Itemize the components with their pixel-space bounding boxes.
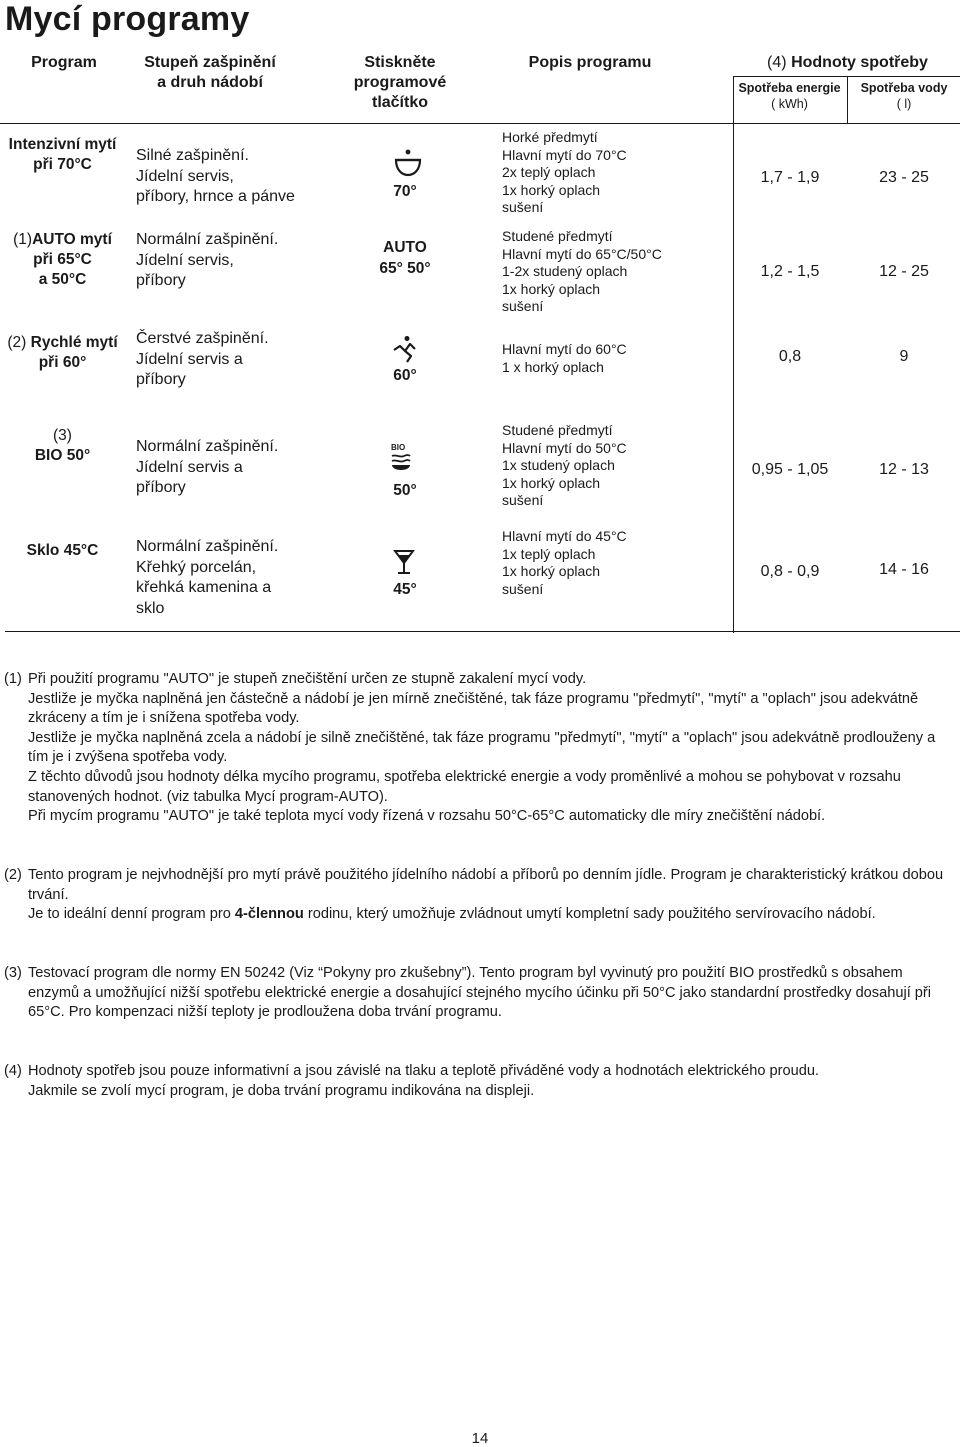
footnote-body: [28, 1062, 949, 1101]
header-button-line3: tlačítko: [371, 94, 428, 111]
footnote-paragraph: Tento program je nejvhodnější pro mytí právě použitého jídelního nádobí a příborů po denním jídle. Program je charakteristický krátkou dobou trvání.: [28, 867, 944, 903]
desc-line: 1x teplý oplach: [502, 545, 596, 562]
desc-line: Studené předmytí: [502, 422, 613, 438]
desc-line: 1x horký oplach: [502, 563, 601, 579]
desc-line: 1 x horký oplach: [502, 358, 604, 375]
header-energy-unit: ( kWh): [771, 97, 808, 111]
header-program: Program: [31, 54, 97, 71]
row5-water: 14 - 16: [879, 561, 929, 578]
footnote-text: rodinu, který umožňuje zvládnout umytí kompletní sady použitého servírovacího nádobí.: [303, 906, 876, 923]
row1-program-line2: při 70°C: [33, 156, 92, 173]
desc-line: 1-2x studený oplach: [502, 263, 628, 279]
row2-energy: 1,2 - 1,5: [760, 263, 820, 280]
row2-button-line1: AUTO: [383, 239, 427, 256]
row4-program-line2: BIO 50°: [34, 447, 91, 464]
footnote-paragraph: Testovací program dle normy EN 50242 (Viz “Pokyny pro zkušebny”). Tento program byl vyvinutý pro použití BIO prostředků s obsahem enzymů a umožňující nižší spotřebu elektrické energie a dosahující stejného mycího účinku při 50°C jako standardní prostředky dosahují při 65°C. Pro kompenzaci nižší teploty je prodloužena doba trvání programu.: [28, 965, 932, 1021]
footnote-paragraph: Při použití programu "AUTO" je stupeň znečištění určen ze stupně zakalení mycí vody.: [28, 671, 587, 687]
row2-program-line1: [0, 230, 125, 250]
header-energy-label: Spotřeba energie: [738, 81, 841, 95]
header-consumption-prefix: (4): [767, 54, 787, 71]
footnote-paragraph: Jestliže je myčka naplněná zcela a nádobí je silně znečištěné, tak fáze programu "předmytí", "mytí" a "oplach" jsou adekvátně prodlouženy a tím je i zvýšena spotřeba vody.: [28, 729, 936, 766]
row3-program-name: Rychlé mytí: [30, 334, 118, 351]
glass-icon: [393, 548, 415, 576]
row1-description: [502, 129, 727, 217]
footnote-body: [28, 964, 949, 1023]
row3-description: [502, 341, 727, 376]
header-water: [848, 80, 960, 112]
row3-program-line2: při 60°: [38, 354, 87, 371]
row5-soil: Normální zašpinění. Křehký porcelán, křehká kamenina a sklo: [136, 538, 279, 617]
desc-line: 1x studený oplach: [502, 457, 615, 473]
row1-energy: 1,7 - 1,9: [760, 169, 820, 186]
header-button-line2: programové: [353, 74, 447, 91]
footnote-number: (1): [4, 671, 22, 687]
header-water-label: Spotřeba vody: [860, 81, 948, 95]
row3-program-line1: [0, 333, 125, 353]
desc-line: sušení: [502, 492, 544, 508]
header-description: Popis programu: [528, 54, 652, 71]
row2-program-line3: a 50°C: [38, 271, 87, 288]
header-energy: [733, 80, 846, 112]
desc-line: 1x horký oplach: [502, 181, 601, 198]
row1-program-line1: Intenzivní mytí: [8, 136, 117, 153]
intensive-pot-icon: [392, 148, 424, 180]
row2-program-line2: při 65°C: [33, 251, 92, 268]
footnote-number: (4): [4, 1063, 22, 1079]
row3-energy: 0,8: [778, 348, 802, 365]
row4-water: 12 - 13: [879, 461, 929, 478]
row1-button-temp: 70°: [393, 183, 417, 200]
footnote-text: Je to ideální denní program pro: [28, 906, 235, 923]
row4-program: [0, 426, 125, 466]
row2-soil: Normální zašpinění. Jídelní servis, příbory: [136, 231, 279, 289]
header-consumption: [735, 53, 960, 73]
desc-line: 2x teplý oplach: [502, 164, 596, 180]
footnote-paragraph: Hodnoty spotřeb jsou pouze informativní a jsou závislé na tlaku a teplotě přiváděné vody a hodnotách elektrického proudu.: [28, 1063, 819, 1079]
header-soil-line1: Stupeň zašpinění: [144, 54, 276, 71]
footnote-paragraph: [28, 905, 949, 925]
row2-program-prefix: (1): [13, 231, 33, 248]
row2-program: [0, 230, 125, 290]
row4-energy: 0,95 - 1,05: [751, 461, 829, 478]
footnote-body: [28, 670, 949, 827]
row4-description: [502, 422, 727, 510]
footnote-paragraph: Při mycím programu "AUTO" je také teplota mycí vody řízená v rozsahu 50°C-65°C automaticky dle míry znečištění nádobí.: [28, 808, 826, 825]
table-bottom-rule: [5, 631, 960, 632]
header-water-unit: ( l): [896, 97, 912, 111]
desc-line: sušení: [502, 199, 544, 215]
page-number: 14: [471, 1430, 489, 1447]
footnote-paragraph: Z těchto důvodů jsou hodnoty délka mycího programu, spotřeba elektrické energie a vody proměnlivé a mohou se pohybovat v rozsahu stanovených hodnot. (viz tabulka Mycí program-AUTO).: [28, 768, 901, 805]
footnote-body: [28, 866, 949, 925]
row3-program-prefix: (2): [7, 334, 27, 351]
row5-program-line1: Sklo 45°C: [26, 542, 99, 559]
footnote-paragraph: Jestliže je myčka naplněná jen částečně a nádobí je jen mírně znečištěné, tak fáze programu "předmytí", "mytí" a "oplach" jsou adekvátně zkráceny a tím je i snížena spotřeba vody.: [28, 690, 919, 727]
row5-button-temp: 45°: [393, 581, 417, 598]
row4-program-line1: (3): [53, 427, 72, 444]
desc-line: Hlavní mytí do 65°C/50°C: [502, 245, 662, 262]
desc-line: 1x horký oplach: [502, 280, 601, 297]
header-soil-line2: a druh nádobí: [157, 74, 263, 91]
row3-soil: Čerstvé zašpinění. Jídelní servis a příbory: [136, 330, 269, 388]
desc-line: Hlavní mytí do 60°C: [502, 341, 627, 357]
row4-soil: Normální zašpinění. Jídelní servis a příbory: [136, 438, 279, 496]
row2-water: 12 - 25: [879, 263, 929, 280]
row2-button-auto: [365, 237, 445, 279]
row3-program: [0, 333, 125, 373]
row3-water: 9: [899, 348, 909, 365]
desc-line: Hlavní mytí do 50°C: [502, 439, 627, 456]
row1-water: 23 - 25: [879, 169, 929, 186]
header-soil: [130, 53, 290, 93]
desc-line: 1x horký oplach: [502, 474, 601, 491]
footnote-number: (3): [4, 965, 22, 981]
row3-button-temp: 60°: [393, 367, 417, 384]
row5-program: [0, 541, 125, 561]
header-button: [330, 53, 470, 113]
row5-energy: 0,8 - 0,9: [760, 563, 820, 580]
row1-program: [0, 135, 125, 175]
row4-button-temp: 50°: [393, 482, 417, 499]
footnote-number: (2): [4, 867, 22, 883]
header-bottom-rule: [0, 123, 960, 124]
quick-runner-icon: [391, 335, 419, 365]
bio-bowl-shape: [390, 453, 412, 471]
footnote-paragraph: Jakmile se zvolí mycí program, je doba trvání programu indikována na displeji.: [28, 1082, 535, 1099]
desc-line: sušení: [502, 298, 544, 314]
row5-description: [502, 528, 727, 598]
bio-icon-label: BIO: [391, 443, 406, 452]
page-title: Mycí programy: [5, 0, 250, 38]
row2-program-name: AUTO mytí: [32, 231, 112, 248]
header-consumption-title: Hodnoty spotřeby: [791, 54, 928, 71]
desc-line: Hlavní mytí do 70°C: [502, 146, 627, 163]
desc-line: Hlavní mytí do 45°C: [502, 528, 627, 544]
row1-soil: Silné zašpinění. Jídelní servis, příbory, hrnce a pánve: [136, 147, 295, 205]
row2-description: [502, 228, 727, 316]
footnote-bold-text: 4-člennou: [234, 906, 304, 923]
desc-line: Horké předmytí: [502, 129, 598, 145]
row2-button-line2: 65° 50°: [379, 260, 431, 277]
desc-line: sušení: [502, 580, 544, 597]
header-button-line1: Stiskněte: [364, 54, 436, 71]
consumption-middle-rule: [847, 76, 848, 124]
desc-line: Studené předmytí: [502, 228, 613, 244]
bio-bowl-icon: [386, 443, 422, 477]
